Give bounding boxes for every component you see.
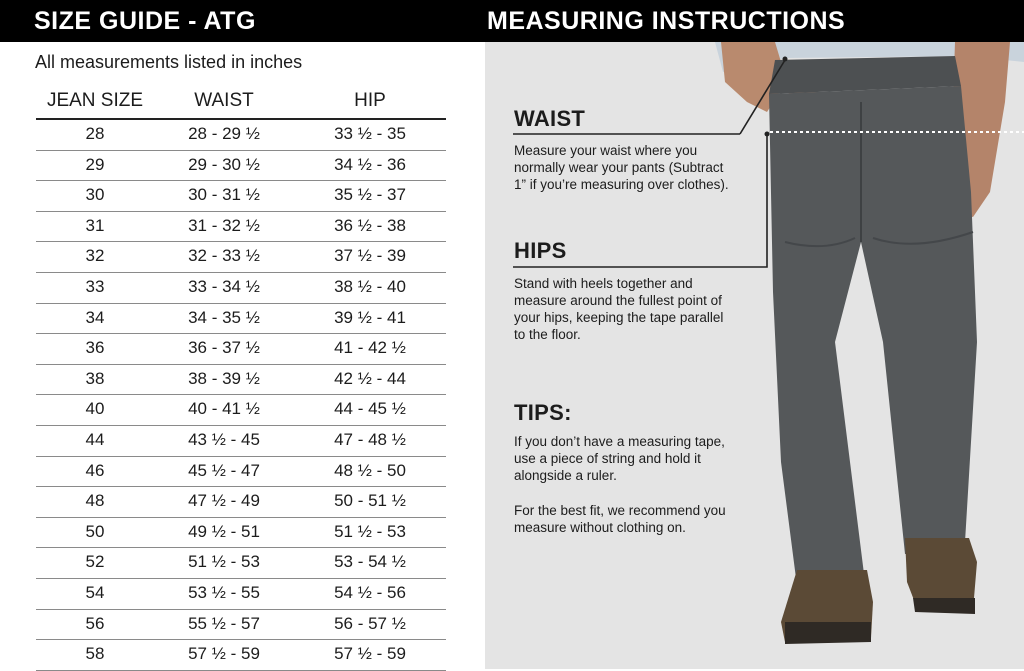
table-row (36, 426, 446, 457)
waist-cell: 57 ½ - 59 (188, 644, 260, 664)
size-table-body (36, 120, 446, 671)
size-guide-panel (0, 42, 485, 669)
jean-size-cell: 30 (85, 185, 105, 205)
jean-size-cell: 52 (85, 552, 105, 572)
jean-size-cell: 33 (85, 276, 105, 296)
waist-cell: 49 ½ - 51 (188, 521, 260, 541)
hip-cell: 33 ½ - 35 (334, 124, 406, 143)
tips-text-2: For the best fit, we recommend you measure without clothing on. (514, 503, 726, 535)
hip-cell: 57 ½ - 59 (334, 644, 406, 664)
table-row (36, 610, 446, 641)
jean-size-cell: 56 (85, 613, 105, 633)
tips-title: TIPS: (514, 400, 572, 425)
waist-text: Measure your waist where you normally wear your pants (Subtract 1” if you’re measuring over clothes). (514, 143, 729, 192)
hip-cell: 51 ½ - 53 (334, 521, 406, 541)
waist-cell: 31 - 32 ½ (188, 215, 260, 235)
right-boot-sole (913, 598, 975, 614)
table-row (36, 181, 446, 212)
left-boot-sole (785, 622, 871, 644)
col-jean-size: JEAN SIZE (46, 90, 144, 111)
waist-cell: 38 - 39 ½ (188, 368, 260, 388)
hip-cell: 48 ½ - 50 (334, 460, 406, 480)
jean-size-cell: 38 (85, 368, 105, 388)
tips-text-1: If you don’t have a measuring tape, use a piece of string and hold it alongside a ruler. (514, 434, 725, 483)
hip-cell: 37 ½ - 39 (334, 246, 406, 266)
hips-leader-dot (765, 132, 770, 137)
waist-cell: 55 ½ - 57 (188, 613, 260, 633)
jean-size-cell: 58 (85, 644, 105, 664)
hip-cell: 47 - 48 ½ (334, 429, 406, 449)
table-row (36, 242, 446, 273)
hips-title: HIPS (514, 238, 567, 263)
jean-size-cell: 48 (85, 491, 105, 511)
jean-size-cell: 46 (85, 460, 105, 480)
jean-size-cell: 32 (85, 246, 105, 266)
units-note: All measurements listed in inches (35, 52, 303, 72)
table-row (36, 151, 446, 182)
jean-size-cell: 36 (85, 338, 105, 358)
hip-cell: 44 - 45 ½ (334, 399, 406, 419)
jean-size-cell: 50 (85, 521, 105, 541)
hip-cell: 35 ½ - 37 (334, 185, 406, 205)
waist-cell: 51 ½ - 53 (188, 552, 260, 572)
hip-cell: 42 ½ - 44 (334, 368, 406, 388)
table-row (36, 579, 446, 610)
waist-cell: 30 - 31 ½ (188, 185, 260, 205)
jean-size-cell: 54 (85, 582, 105, 602)
table-row (36, 212, 446, 243)
table-row (36, 365, 446, 396)
hip-cell: 56 - 57 ½ (334, 613, 406, 633)
table-row (36, 395, 446, 426)
table-row (36, 304, 446, 335)
waist-cell: 45 ½ - 47 (188, 460, 260, 480)
table-row (36, 334, 446, 365)
table-row (36, 518, 446, 549)
hip-cell: 36 ½ - 38 (334, 215, 406, 235)
waist-title: WAIST (514, 106, 586, 131)
size-guide-header: SIZE GUIDE - ATG (0, 0, 485, 42)
jean-size-cell: 31 (85, 215, 105, 235)
pants-shape (769, 86, 977, 586)
table-row (36, 457, 446, 488)
waist-cell: 43 ½ - 45 (188, 429, 260, 449)
waist-cell: 32 - 33 ½ (188, 246, 260, 266)
waist-leader-dot (783, 57, 788, 62)
pants-illustration (485, 42, 1024, 669)
jean-size-cell: 29 (85, 154, 105, 174)
table-row (36, 548, 446, 579)
waist-cell: 29 - 30 ½ (188, 154, 260, 174)
hip-cell: 34 ½ - 36 (334, 154, 406, 174)
hips-text: Stand with heels together and measure around the fullest point of your hips, keeping the tape parallel to the floor. (514, 276, 724, 342)
table-row (36, 273, 446, 304)
col-waist: WAIST (194, 90, 254, 111)
hip-cell: 54 ½ - 56 (334, 582, 406, 602)
hip-cell: 39 ½ - 41 (334, 307, 406, 327)
table-row (36, 120, 446, 151)
hip-cell: 38 ½ - 40 (334, 276, 406, 296)
measuring-instructions-header: MEASURING INSTRUCTIONS (485, 0, 1024, 42)
hip-cell: 50 - 51 ½ (334, 491, 406, 511)
waist-cell: 33 - 34 ½ (188, 276, 260, 296)
table-row (36, 487, 446, 518)
jean-size-cell: 28 (85, 124, 105, 143)
table-row (36, 640, 446, 671)
waist-cell: 34 - 35 ½ (188, 307, 260, 327)
waist-cell: 47 ½ - 49 (188, 491, 260, 511)
waist-cell: 40 - 41 ½ (188, 399, 260, 419)
jean-size-cell: 34 (85, 307, 105, 327)
waist-cell: 28 - 29 ½ (188, 124, 260, 143)
table-header (36, 88, 446, 120)
jean-size-cell: 40 (85, 399, 105, 419)
jean-size-cell: 44 (85, 429, 105, 449)
instructions-panel (485, 42, 1024, 669)
hip-cell: 41 - 42 ½ (334, 338, 406, 358)
waist-cell: 53 ½ - 55 (188, 582, 260, 602)
col-hip: HIP (354, 90, 386, 111)
waist-cell: 36 - 37 ½ (188, 338, 260, 358)
hip-cell: 53 - 54 ½ (334, 552, 406, 572)
